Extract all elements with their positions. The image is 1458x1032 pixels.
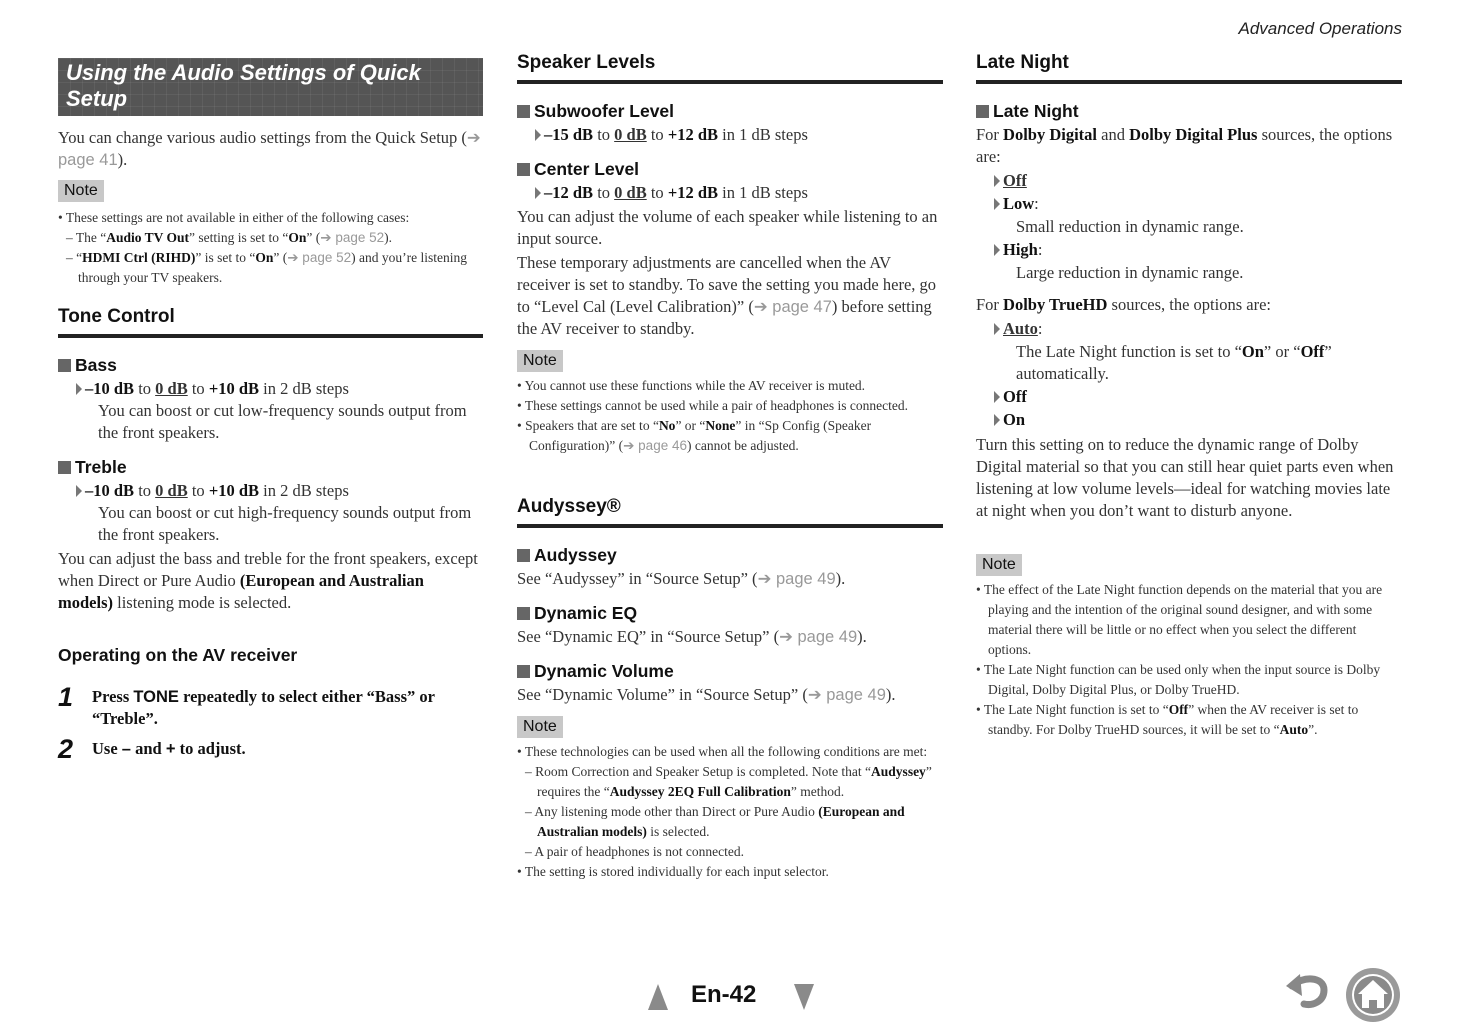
late-night-paragraph: Turn this setting on to reduce the dynamic range of Dolby Digital material so that you can still hear quiet parts even when listening at low volume levels—ideal for watching movies late at night when you don’t want to disturb anyone. — [976, 435, 1394, 520]
note-block — [976, 554, 1402, 576]
note-item: • You cannot use these functions while the AV receiver is muted. — [517, 378, 866, 393]
home-icon[interactable] — [1344, 966, 1402, 1024]
page-link[interactable]: ➔ page 52 — [287, 250, 352, 265]
triangle-bullet-icon — [994, 244, 1000, 256]
note-item: • The setting is stored individually for each input selector. — [517, 864, 829, 879]
square-bullet-icon — [517, 665, 530, 678]
note-item: • The Late Night function can be used only when the input source is Dolby Digital, Dolby Digital Plus, or Dolby TrueHD. — [976, 662, 1381, 697]
running-header: Advanced Operations — [1238, 19, 1402, 38]
audyssey-description: See “Audyssey” in “Source Setup” (➔ page 49). — [517, 569, 846, 588]
bass-description: You can boost or cut low-frequency sounds output from the front speakers. — [98, 401, 467, 442]
square-bullet-icon — [517, 607, 530, 620]
note-block — [58, 180, 483, 202]
square-bullet-icon — [517, 105, 530, 118]
note-item: • These settings cannot be used while a pair of headphones is connected. — [517, 398, 908, 413]
note-subitem: – Room Correction and Speaker Setup is completed. Note that “Audyssey” requires the “Audyssey 2EQ Full Calibration” method. — [525, 764, 932, 799]
subheading-treble: Treble — [58, 456, 483, 478]
page-link[interactable]: ➔ page 49 — [807, 686, 886, 704]
step-number: 1 — [58, 682, 74, 712]
tone-paragraph: You can adjust the bass and treble for the front speakers, except when Direct or Pure Audio (European and Australian models) listening mode is selected. — [58, 549, 478, 612]
subheading-center: Center Level — [517, 158, 943, 180]
subwoofer-range: –15 dB to 0 dB to +12 dB in 1 dB steps — [517, 124, 943, 146]
step-1 — [58, 682, 483, 730]
page-link[interactable]: ➔ page 49 — [757, 570, 836, 588]
square-bullet-icon — [517, 163, 530, 176]
triangle-bullet-icon — [535, 129, 541, 141]
heading-audyssey: Audyssey® — [517, 496, 943, 528]
triangle-bullet-icon — [994, 198, 1000, 210]
note-label: Note — [517, 716, 563, 738]
page-navigation — [647, 980, 819, 1012]
subheading-bass: Bass — [58, 354, 483, 376]
triangle-bullet-icon — [994, 391, 1000, 403]
intro-paragraph: You can change various audio settings from the Quick Setup (➔ page 41). — [58, 128, 481, 169]
note-subitem: – Any listening mode other than Direct or Pure Audio (European and Australian models) is selected. — [525, 804, 905, 839]
option-off: Off — [976, 170, 1402, 192]
back-arrow-icon[interactable] — [1284, 970, 1332, 1012]
subheading-audyssey: Audyssey — [517, 544, 943, 566]
step-2 — [58, 734, 483, 764]
dolby-digital-paragraph: For Dolby Digital and Dolby Digital Plus sources, the options are: — [976, 125, 1393, 166]
triangle-bullet-icon — [994, 414, 1000, 426]
note-label: Note — [58, 180, 104, 202]
note-subitem: – “HDMI Ctrl (RIHD)” is set to “On” (➔ page 52) and you’re listening through your TV speakers. — [66, 250, 467, 285]
section-banner-title: Using the Audio Settings of Quick Setup — [66, 60, 421, 111]
page-number: En-42 — [691, 981, 757, 1008]
page-link[interactable]: ➔ page 49 — [779, 628, 858, 646]
note-list — [976, 580, 1402, 740]
triangle-bullet-icon — [76, 485, 82, 497]
page-link[interactable]: ➔ page 47 — [753, 298, 832, 316]
center-range: –12 dB to 0 dB to +12 dB in 1 dB steps — [517, 182, 943, 204]
square-bullet-icon — [58, 461, 71, 474]
note-list — [517, 742, 943, 882]
note-list — [517, 376, 943, 456]
subheading-subwoofer: Subwoofer Level — [517, 100, 943, 122]
subheading-dynamic-eq: Dynamic EQ — [517, 602, 943, 624]
note-item: • These technologies can be used when all the following conditions are met: — [517, 744, 928, 759]
option-low-description: Small reduction in dynamic range. — [1016, 217, 1244, 236]
step-text: Press TONE repeatedly to select either “Bass” or “Treble”. — [92, 687, 435, 728]
triangle-down-icon[interactable] — [793, 983, 815, 1011]
triangle-bullet-icon — [76, 383, 82, 395]
speaker-paragraph-1: You can adjust the volume of each speaker while listening to an input source. — [517, 207, 938, 248]
step-number: 2 — [58, 734, 74, 764]
subheading-late-night: Late Night — [976, 100, 1402, 122]
note-item: • The Late Night function is set to “Off” when the AV receiver is set to standby. For Dolby TrueHD sources, it will be set to “Auto”. — [976, 702, 1359, 737]
option-off-2: Off — [976, 386, 1402, 408]
note-label: Note — [976, 554, 1022, 576]
triangle-up-icon[interactable] — [647, 983, 669, 1011]
dynamic-eq-description: See “Dynamic EQ” in “Source Setup” (➔ page 49). — [517, 627, 867, 646]
note-block — [517, 716, 943, 738]
bass-range: –10 dB to 0 dB to +10 dB in 2 dB steps — [58, 378, 483, 400]
option-on: On — [976, 409, 1402, 431]
note-subitem: – The “Audio TV Out” setting is set to “On” (➔ page 52). — [66, 230, 393, 245]
option-low: Low: — [976, 193, 1402, 215]
option-high: High: — [976, 239, 1402, 261]
square-bullet-icon — [58, 359, 71, 372]
step-text: Use – and + to adjust. — [92, 739, 246, 758]
note-item: • These settings are not available in either of the following cases: — [58, 210, 410, 225]
dynamic-volume-description: See “Dynamic Volume” in “Source Setup” (➔ page 49). — [517, 685, 896, 704]
page-link[interactable]: ➔ page 41 — [58, 129, 481, 169]
triangle-bullet-icon — [994, 323, 1000, 335]
dolby-truehd-paragraph: For Dolby TrueHD sources, the options are: — [976, 295, 1271, 314]
heading-speaker-levels: Speaker Levels — [517, 52, 943, 84]
option-auto: Auto: — [976, 318, 1402, 340]
heading-late-night: Late Night — [976, 52, 1402, 84]
square-bullet-icon — [517, 549, 530, 562]
treble-description: You can boost or cut high-frequency sounds output from the front speakers. — [98, 503, 472, 544]
option-auto-description: The Late Night function is set to “On” or “Off” automatically. — [1016, 342, 1332, 383]
section-banner — [58, 58, 483, 116]
note-item: • The effect of the Late Night function depends on the material that you are playing and the intention of the original sound designer, and with some material there will be little or no effect when you select the different options. — [976, 582, 1383, 657]
note-item: • Speakers that are set to “No” or “None” in “Sp Config (Speaker Configuration)” (➔ page 46) cannot be adjusted. — [517, 418, 872, 453]
note-subitem: – A pair of headphones is not connected. — [525, 844, 744, 859]
heading-operating: Operating on the AV receiver — [58, 645, 298, 665]
note-list — [58, 208, 483, 288]
triangle-bullet-icon — [994, 175, 1000, 187]
note-block — [517, 350, 943, 372]
page-link[interactable]: ➔ page 46 — [623, 438, 687, 453]
note-label: Note — [517, 350, 563, 372]
subheading-dynamic-volume: Dynamic Volume — [517, 660, 943, 682]
heading-tone-control: Tone Control — [58, 306, 483, 338]
page-link[interactable]: ➔ page 52 — [320, 230, 385, 245]
square-bullet-icon — [976, 105, 989, 118]
triangle-bullet-icon — [535, 187, 541, 199]
treble-range: –10 dB to 0 dB to +10 dB in 2 dB steps — [58, 480, 483, 502]
speaker-paragraph-2: These temporary adjustments are cancelled when the AV receiver is set to standby. To save the setting you made here, go to “Level Cal (Level Calibration)” (➔ page 47) before setting the AV receiver to standby. — [517, 253, 937, 338]
option-high-description: Large reduction in dynamic range. — [1016, 263, 1244, 282]
